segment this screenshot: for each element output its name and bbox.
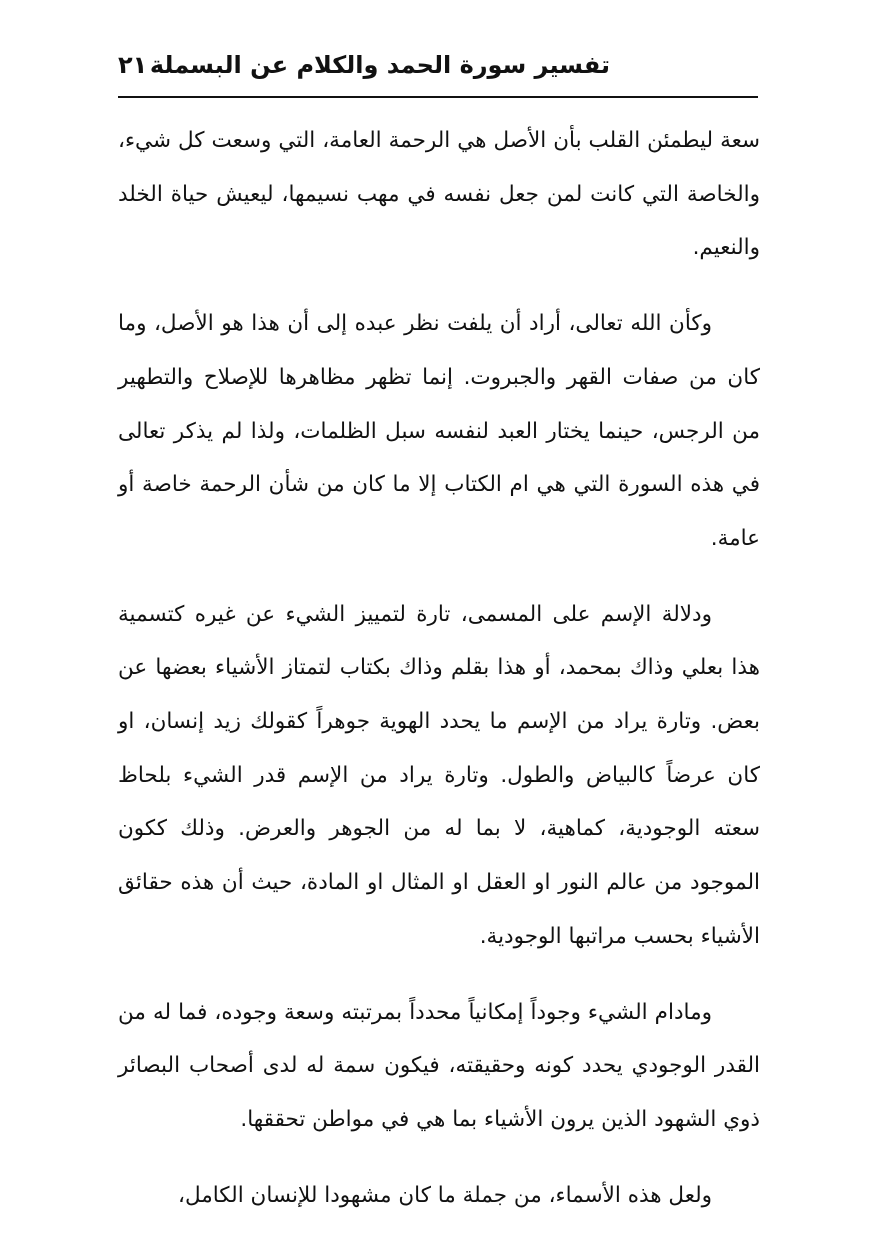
body-text: [118, 114, 760, 1244]
paragraph: سعة ليطمئن القلب بأن الأصل هي الرحمة العامة، التي وسعت كل شيء، والخاصة التي كانت لمن جعل نفسه في مهب نسيمها، ليعيش حياة الخلد والنعيم.: [118, 128, 760, 261]
paragraph: ومادام الشيء وجوداً إمكانياً محدداً بمرتبته وسعة وجوده، فما له من القدر الوجودي يحدد كونه وحقيقته، فيكون سمة له لدى أصحاب البصائر ذوي الشهود الذين يرون الأشياء بما هي في مواطن تحققها.: [118, 999, 760, 1132]
page-number: ٢١: [118, 51, 148, 79]
running-header: [118, 44, 760, 90]
paragraph: ودلالة الإسم على المسمى، تارة لتمييز الشيء عن غيره كتسمية هذا بعلي وذاك بمحمد، أو هذا بقلم وذاك بكتاب لتمتاز الأشياء بعضها عن بعض. وتارة يراد من الإسم ما يحدد الهوية جوهراً كقولك زيد إنسان، او كان عرضاً كالبياض والطول. وتارة يراد من الإسم قدر الشيء بلحاظ سعته الوجودية، كماهية، لا بما له من الجوهر والعرض. وذلك ككون الموجود من عالم النور او العقل او المثال او المادة، حيث أن هذه حقائق الأشياء بحسب مراتبها الوجودية.: [118, 601, 760, 949]
paragraph: وكأن الله تعالى، أراد أن يلفت نظر عبده إلى أن هذا هو الأصل، وما كان من صفات القهر والجبروت. إنما تظهر مظاهرها للإصلاح والتطهير من الرجس، حينما يختار العبد لنفسه سبل الظلمات، ولذا لم يذكر تعالى في هذه السورة التي هي ام الكتاب إلا ما كان من شأن الرحمة خاصة أو عامة.: [118, 311, 760, 551]
chapter-title: تفسير سورة الحمد والكلام عن البسملة: [149, 51, 610, 79]
paragraph: ولعل هذه الأسماء، من جملة ما كان مشهودا للإنسان الكامل،: [178, 1182, 712, 1208]
header-divider: [118, 96, 758, 98]
